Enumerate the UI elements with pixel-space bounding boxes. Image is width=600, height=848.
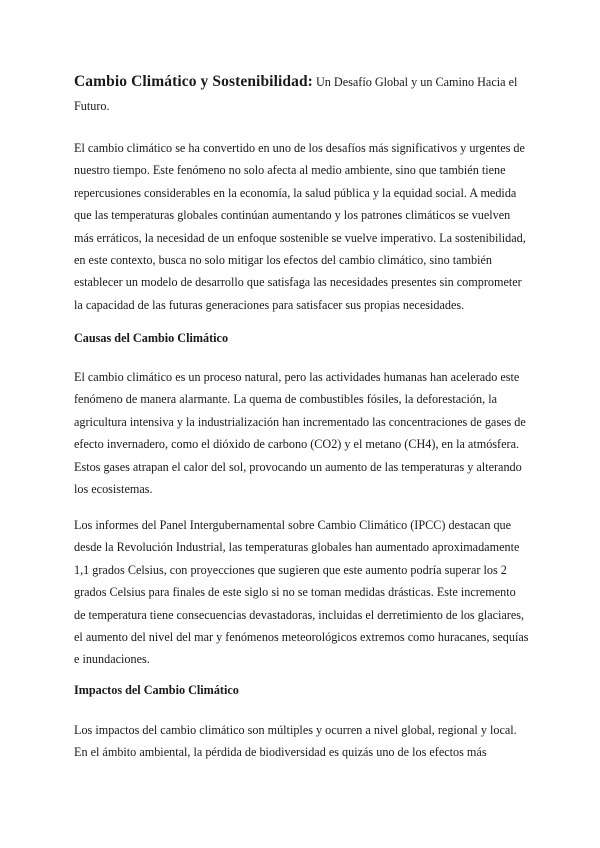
document-title — [74, 70, 534, 118]
title-main: Cambio Climático y Sostenibilidad: — [74, 73, 313, 90]
section-heading-impacts: Impactos del Cambio Climático — [74, 683, 239, 697]
causes-paragraph-1: El cambio climático es un proceso natural, pero las actividades humanas han acelerado este fenómeno de manera alarmante. La quema de combustibles fósiles, la deforestación, la agricultura intensiva y la industrialización han incrementado las concentraciones de gases de efecto invernadero, como el dióxido de carbono (CO2) y el metano (CH4), en la atmósfera. Estos gases atrapan el calor del sol, provocando un aumento de las temperaturas y alterando los ecosistemas. — [74, 370, 526, 497]
causes-paragraph-2: Los informes del Panel Intergubernamental sobre Cambio Climático (IPCC) destacan que desde la Revolución Industrial, las temperaturas globales han aumentado aproximadamente 1,1 grados Celsius, con proyecciones que sugieren que este aumento podría superar los 2 grados Celsius para finales de este siglo si no se toman medidas drásticas. Este incremento de temperatura tiene consecuencias devastadoras, incluidas el derretimiento de los glaciares, el aumento del nivel del mar y fenómenos meteorológicos extremos como huracanes, sequías e inundaciones. — [74, 518, 529, 667]
intro-paragraph: El cambio climático se ha convertido en uno de los desafíos más significativos y urgentes de nuestro tiempo. Este fenómeno no solo afecta al medio ambiente, sino que también tiene repercusiones considerables en la economía, la salud pública y la equidad social. A medida que las temperaturas globales continúan aumentando y los patrones climáticos se vuelven más erráticos, la necesidad de un enfoque sostenible se vuelve imperativo. La sostenibilidad, en este contexto, busca no solo mitigar los efectos del cambio climático, sino también establecer un modelo de desarrollo que satisfaga las necesidades presentes sin comprometer la capacidad de las futuras generaciones para satisfacer sus propias necesidades. — [74, 141, 526, 312]
title-subtitle: Un Desafío Global y un Camino Hacia el Futuro. — [74, 75, 518, 113]
section-heading-causes: Causas del Cambio Climático — [74, 331, 229, 345]
impacts-paragraph-1: Los impactos del cambio climático son múltiples y ocurren a nivel global, regional y local. En el ámbito ambiental, la pérdida de biodiversidad es quizás uno de los efectos más — [74, 723, 517, 760]
